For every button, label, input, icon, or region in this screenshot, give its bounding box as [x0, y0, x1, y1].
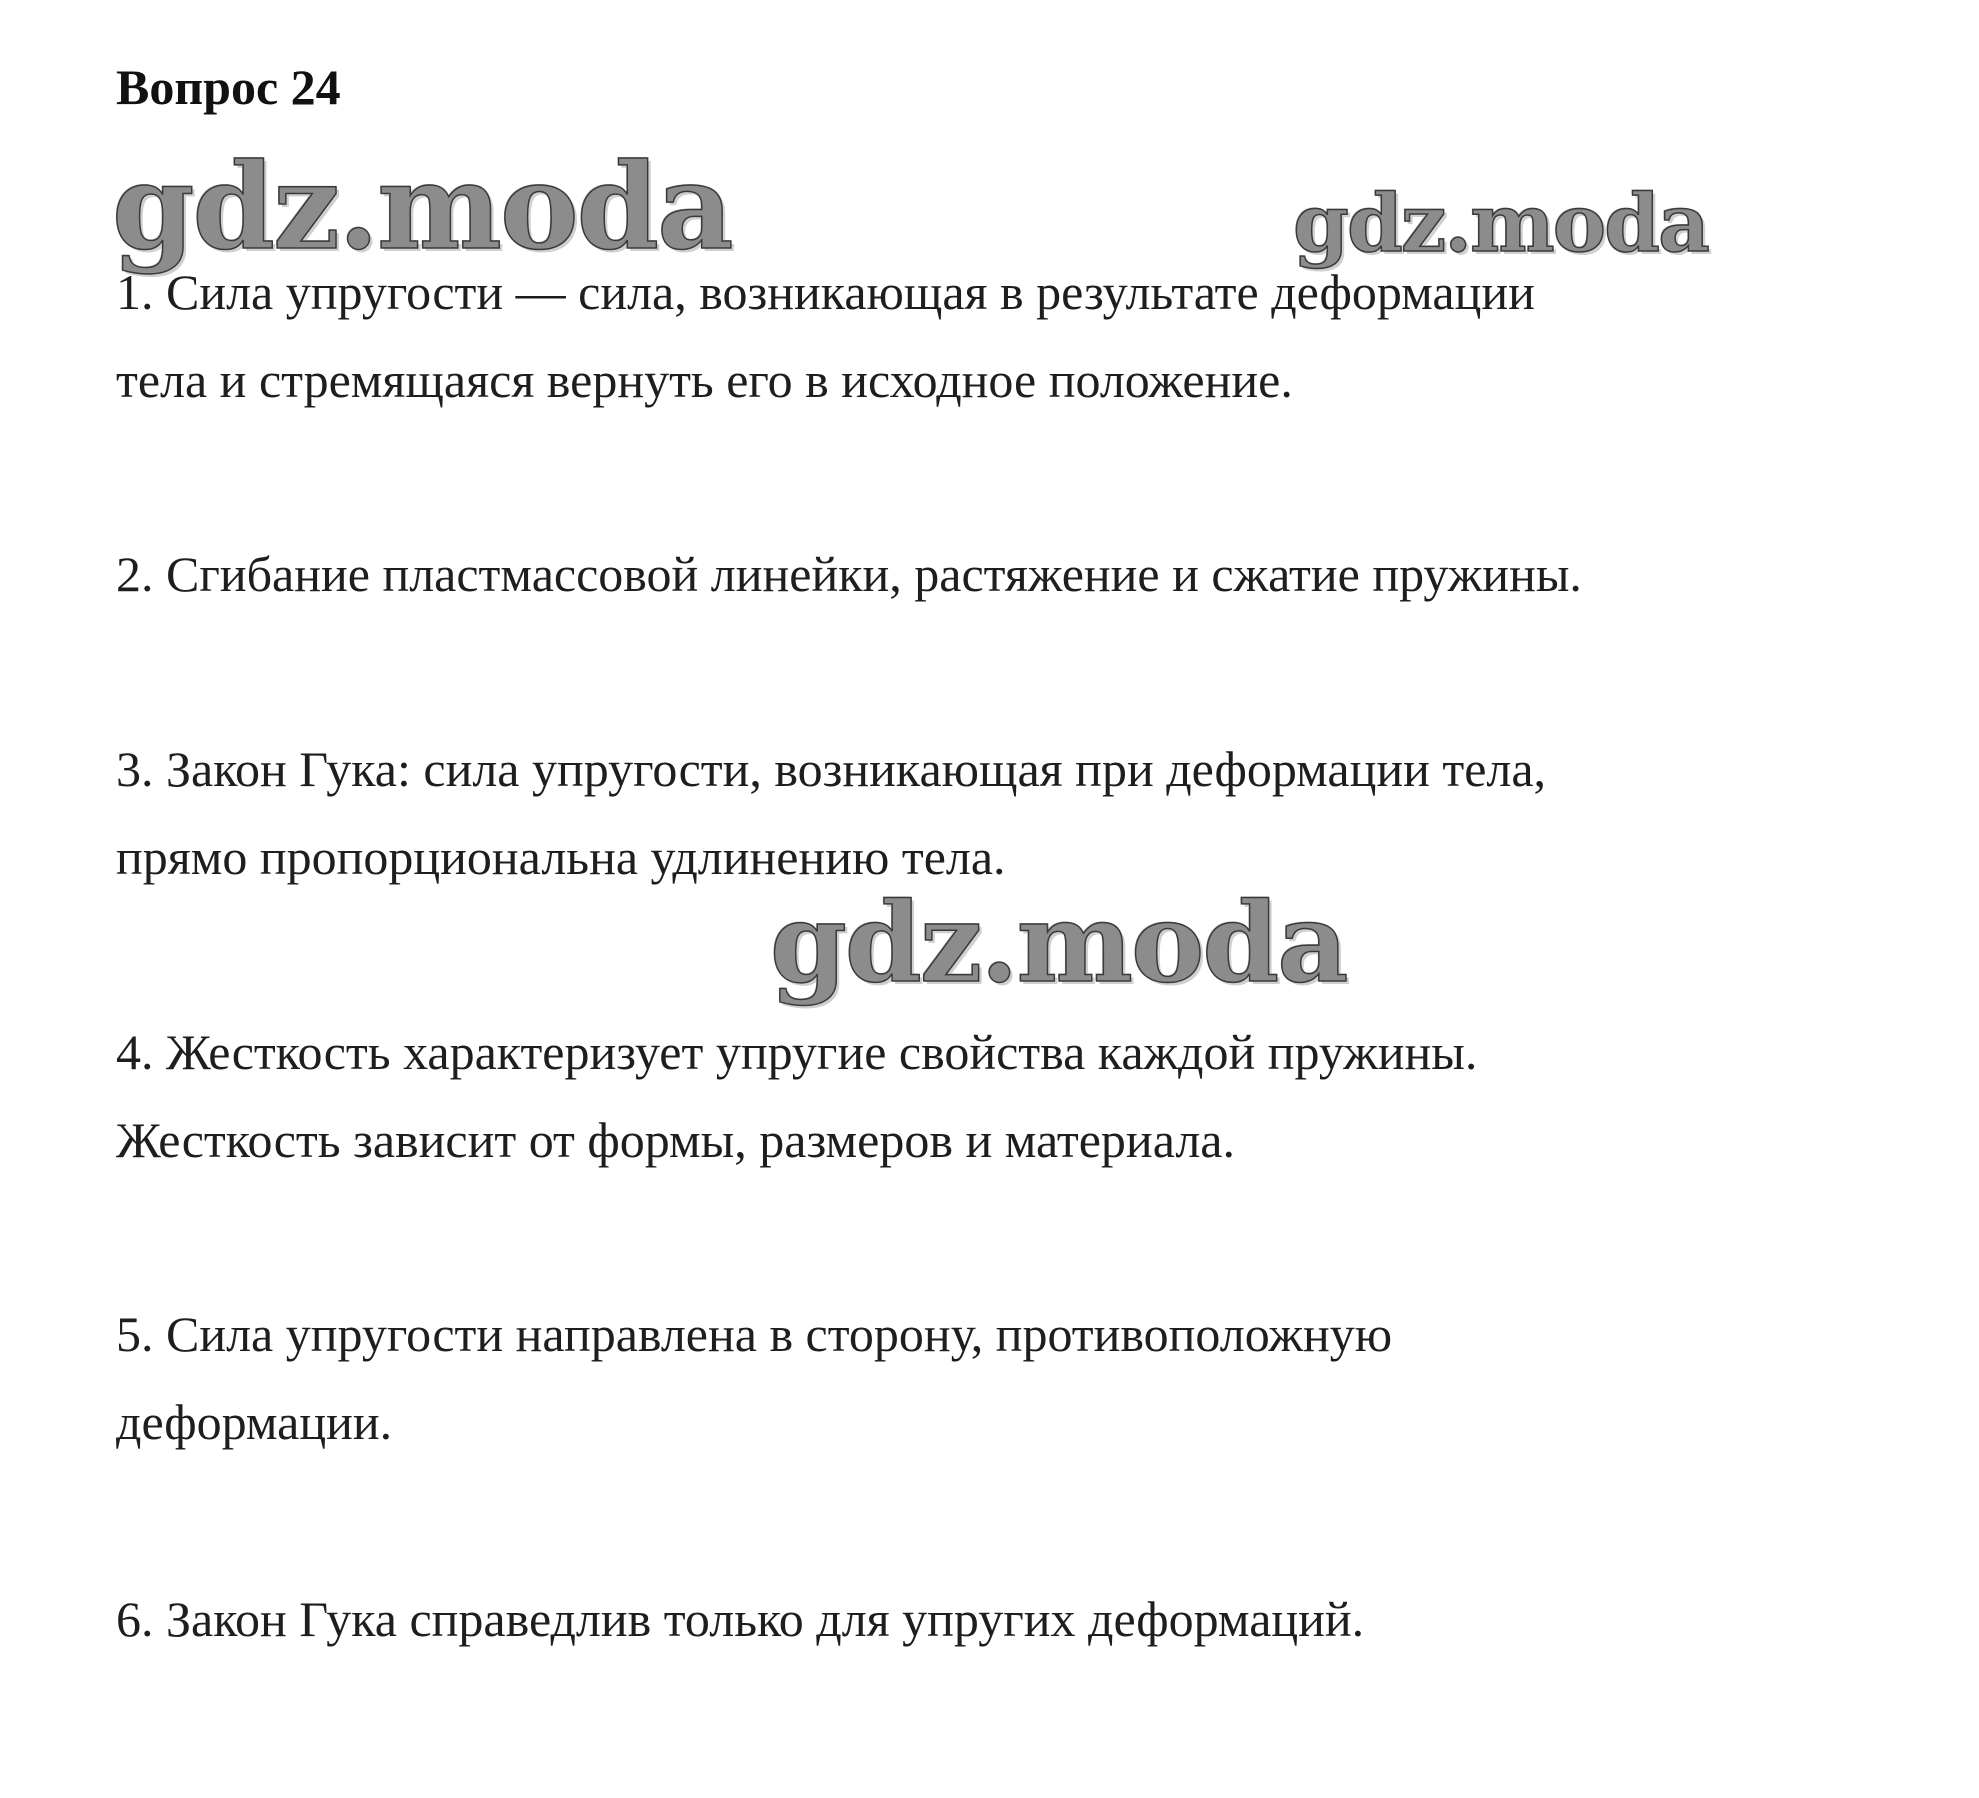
answer-item-6: [116, 1575, 1364, 1663]
answer-line: 2. Сгибание пластмассовой линейки, растяжение и сжатие пружины.: [116, 546, 1582, 602]
answer-line: тела и стремящаяся вернуть его в исходное положение.: [116, 352, 1293, 408]
watermark-logo: gdz.moda: [1293, 176, 1708, 270]
answer-item-1: [116, 248, 1535, 424]
answer-item-2: [116, 530, 1582, 618]
answer-line: 5. Сила упругости направлена в сторону, противоположную: [116, 1306, 1393, 1362]
answer-item-4: [116, 1008, 1477, 1184]
watermark-logo: gdz.moda: [770, 878, 1347, 1007]
watermark-logo: gdz.moda: [112, 137, 732, 276]
answer-item-5: [116, 1290, 1392, 1466]
answer-line: 4. Жесткость характеризует упругие свойства каждой пружины.: [116, 1024, 1478, 1080]
answer-line: 1. Сила упругости — сила, возникающая в результате деформации: [116, 264, 1535, 320]
question-title: Вопрос 24: [116, 59, 341, 115]
answer-line: Жесткость зависит от формы, размеров и материала.: [116, 1112, 1235, 1168]
answer-line: деформации.: [116, 1394, 393, 1450]
answer-line: 3. Закон Гука: сила упругости, возникающая при деформации тела,: [116, 741, 1547, 797]
answer-item-3: [116, 725, 1546, 901]
answer-line: 6. Закон Гука справедлив только для упругих деформаций.: [116, 1591, 1365, 1647]
answer-line: прямо пропорциональна удлинению тела.: [116, 829, 1006, 885]
